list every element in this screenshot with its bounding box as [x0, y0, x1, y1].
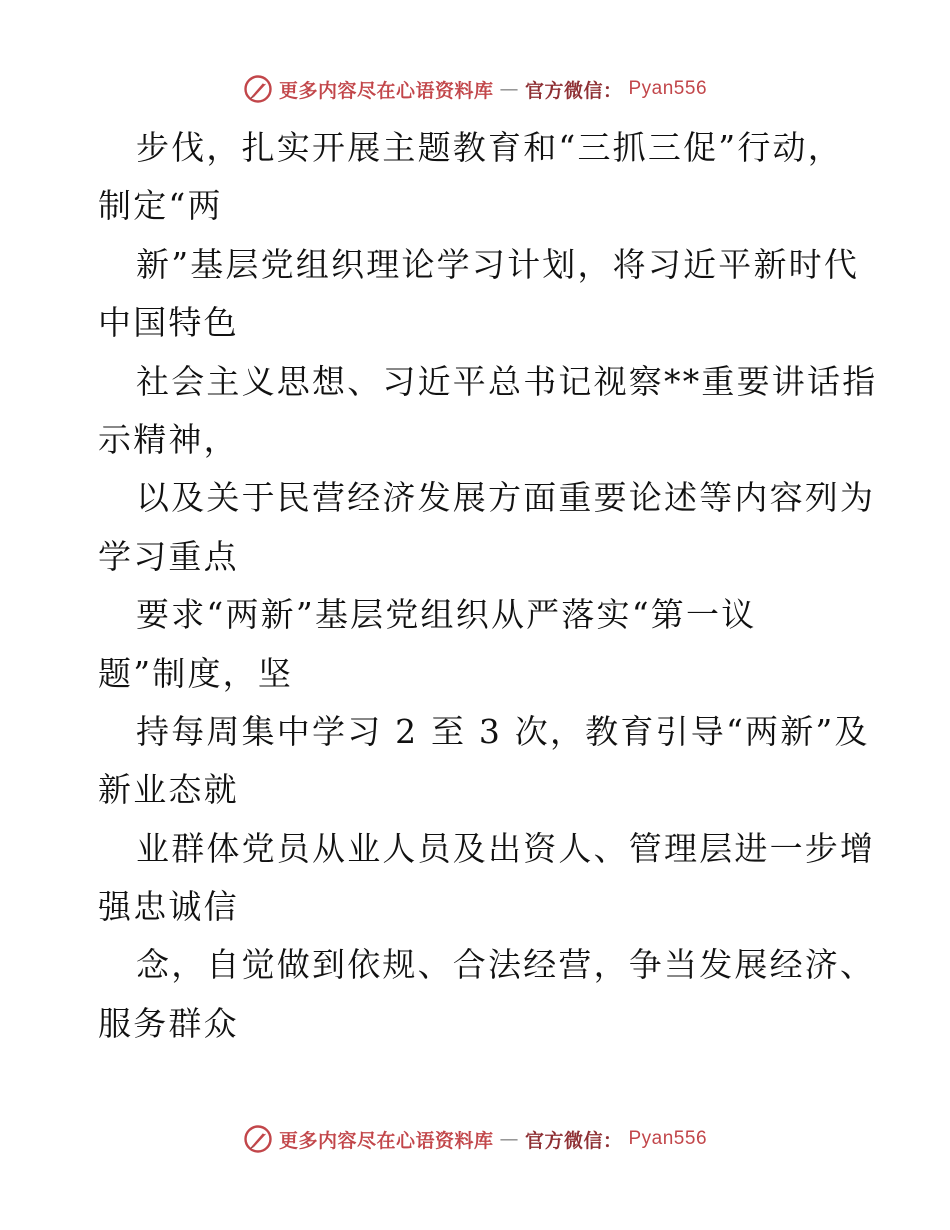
watermark-separator: —	[499, 1128, 519, 1150]
watermark-official-label: 官方微信：	[524, 79, 623, 102]
body-line: 制定“两	[98, 186, 223, 226]
quill-pen-circle-icon	[243, 1124, 273, 1154]
watermark-brand-text: 更多内容尽在心语资料库	[278, 1129, 494, 1152]
body-line: 以及关于民营经济发展方面重要论述等内容列为	[136, 478, 876, 518]
document-body	[98, 119, 878, 1053]
body-line: 新业态就	[98, 770, 239, 810]
quill-pen-circle-icon	[243, 74, 273, 104]
body-line: 服务群众	[98, 1003, 239, 1043]
watermark-official-label: 官方微信：	[524, 1129, 623, 1152]
body-line: 念，自觉做到依规、合法经营，争当发展经济、	[136, 945, 876, 985]
body-line: 持每周集中学习 2 至 3 次，教育引导“两新”及	[136, 711, 870, 751]
watermark-account-id: Pyan556	[628, 78, 708, 99]
header-watermark	[0, 72, 950, 106]
body-line: 强忠诚信	[98, 887, 239, 927]
body-line: 学习重点	[98, 536, 239, 576]
watermark-account-id: Pyan556	[628, 1128, 708, 1149]
body-line: 步伐，扎实开展主题教育和“三抓三促”行动，	[136, 128, 843, 167]
footer-watermark	[0, 1122, 950, 1156]
body-line: 业群体党员从业人员及出资人、管理层进一步增	[136, 828, 876, 868]
watermark-brand-text: 更多内容尽在心语资料库	[278, 79, 494, 102]
body-line: 题”制度，坚	[98, 653, 294, 693]
watermark-group	[243, 74, 707, 104]
body-line: 中国特色	[98, 303, 239, 343]
watermark-group	[243, 1124, 707, 1154]
body-line: 新”基层党组织理论学习计划，将习近平新时代	[136, 244, 860, 284]
body-line: 示精神，	[98, 419, 239, 459]
body-line: 要求“两新”基层党组织从严落实“第一议	[136, 595, 757, 635]
body-line: 社会主义思想、习近平总书记视察**重要讲话指	[136, 361, 878, 401]
watermark-separator: —	[499, 78, 519, 100]
